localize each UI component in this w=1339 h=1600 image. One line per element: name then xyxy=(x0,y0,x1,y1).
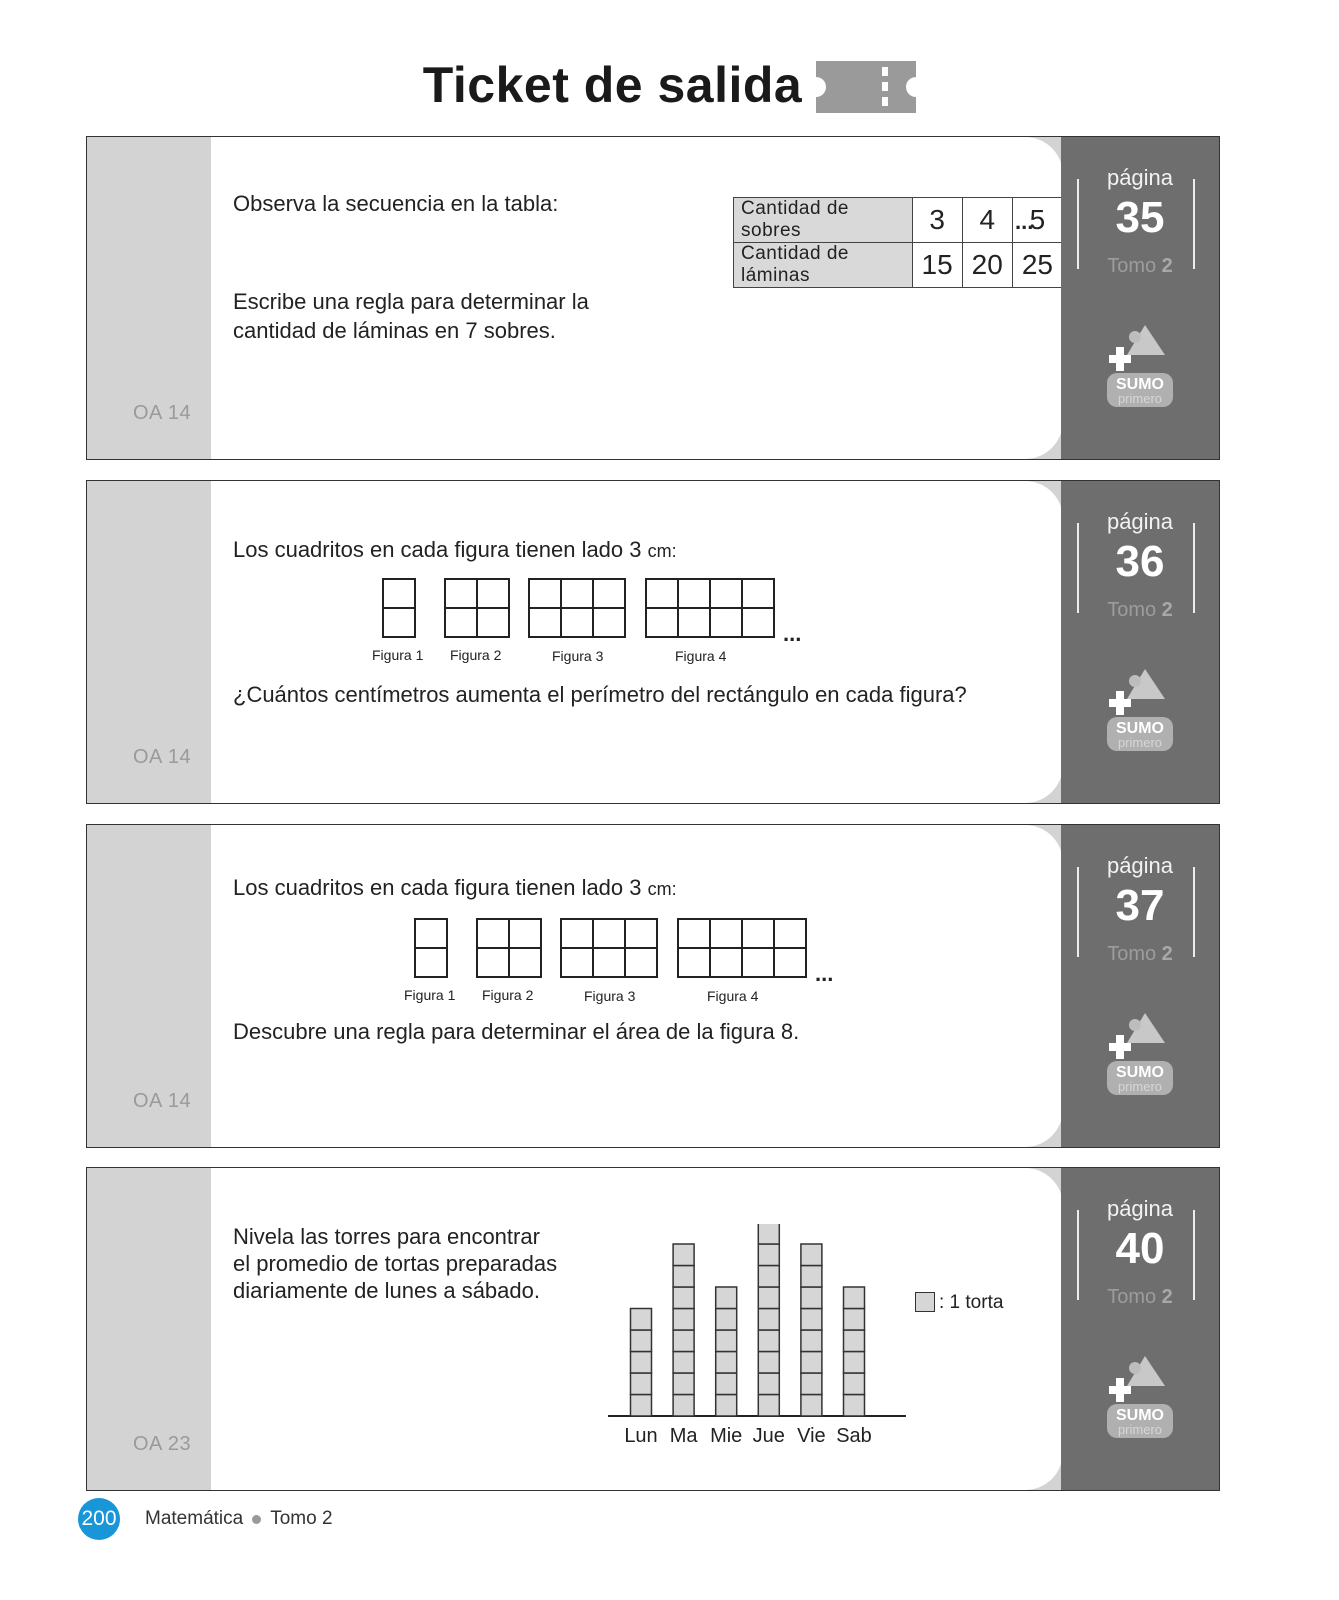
oa-label: OA 14 xyxy=(133,746,192,768)
ellipsis: ... xyxy=(1015,209,1034,234)
page-reference-panel xyxy=(1061,825,1219,1147)
tomo-label: Tomo 2 xyxy=(1107,1286,1173,1308)
tower-block xyxy=(716,1330,737,1352)
figures-diagram xyxy=(413,917,853,981)
logo-text-line-2: primero xyxy=(1117,735,1163,750)
sumo-primero-logo xyxy=(1105,669,1175,757)
logo-text-line-1: SUMO xyxy=(1116,1407,1164,1424)
prompt-line-2: el promedio de tortas preparadas xyxy=(233,1251,558,1276)
category-label: Lun xyxy=(624,1425,658,1447)
title-bar xyxy=(0,56,1339,114)
oa-label: OA 23 xyxy=(133,1433,192,1455)
figure-label: Figura 3 xyxy=(584,988,636,1004)
tower-block xyxy=(844,1395,865,1417)
sumo-primero-logo xyxy=(1105,1013,1175,1101)
question-text: ¿Cuántos centímetros aumenta el perímetro del rectángulo en cada figura? xyxy=(233,682,967,707)
question-line-2: cantidad de láminas en 7 sobres. xyxy=(233,318,556,343)
tower-block xyxy=(716,1373,737,1395)
table-cell: 3 xyxy=(912,198,962,243)
card-body xyxy=(211,825,1063,1147)
sequence-table xyxy=(733,197,1063,288)
oa-label: OA 14 xyxy=(133,1090,192,1112)
tower-block xyxy=(844,1287,865,1309)
tower-chart xyxy=(603,1224,913,1464)
table-cell: 25 xyxy=(1012,243,1062,288)
category-label: Jue xyxy=(752,1425,785,1447)
oa-label: OA 14 xyxy=(133,402,192,424)
sumo-primero-logo xyxy=(1105,325,1175,413)
tower-bar xyxy=(801,1244,822,1416)
figure-label: Figura 2 xyxy=(482,987,534,1003)
tower-block xyxy=(716,1287,737,1309)
tower-block xyxy=(758,1330,779,1352)
page-number: 37 xyxy=(1115,881,1165,930)
tower-block xyxy=(716,1309,737,1331)
ellipsis: ... xyxy=(815,961,834,986)
tower-block xyxy=(758,1244,779,1266)
tower-bar xyxy=(758,1224,779,1416)
page-number-badge: 200 xyxy=(78,1498,120,1540)
card-body xyxy=(211,481,1063,803)
ticket-card-4 xyxy=(86,1167,1220,1491)
tower-block xyxy=(758,1352,779,1374)
table-cell: 4 xyxy=(962,198,1012,243)
tower-block xyxy=(801,1266,822,1288)
tower-block xyxy=(758,1309,779,1331)
page-label: página xyxy=(1106,165,1174,190)
card-body xyxy=(211,137,1063,459)
ticket-card-2 xyxy=(86,480,1220,804)
figure-label: Figura 4 xyxy=(675,648,727,664)
table-header-laminas: Cantidad de láminas xyxy=(734,243,913,288)
page-label: página xyxy=(1106,853,1174,878)
tomo-label: Tomo 2 xyxy=(1107,943,1173,965)
table-cell: 5 xyxy=(1012,198,1062,243)
tower-block xyxy=(758,1287,779,1309)
tower-bar xyxy=(716,1287,737,1416)
page-label: página xyxy=(1106,509,1174,534)
tower-bar xyxy=(844,1287,865,1416)
tower-block xyxy=(673,1352,694,1374)
tower-block xyxy=(631,1373,652,1395)
prompt-line-1: Nivela las torres para encontrar xyxy=(233,1224,540,1249)
table-cell: 20 xyxy=(962,243,1012,288)
unit-text: cm: xyxy=(647,879,677,899)
figures-diagram xyxy=(381,577,821,641)
ellipsis: ... xyxy=(783,621,802,646)
tower-bar xyxy=(673,1244,694,1416)
logo-text-line-2: primero xyxy=(1117,1422,1163,1437)
page-number: 35 xyxy=(1115,193,1165,242)
tower-block xyxy=(716,1352,737,1374)
logo-text-line-1: SUMO xyxy=(1116,376,1164,393)
legend-swatch xyxy=(915,1292,935,1312)
category-label: Ma xyxy=(669,1425,698,1447)
ticket-icon xyxy=(816,61,916,113)
page-reference-panel xyxy=(1061,481,1219,803)
tower-block xyxy=(758,1373,779,1395)
logo-text-line-1: SUMO xyxy=(1116,720,1164,737)
tower-block xyxy=(673,1266,694,1288)
figure-label: Figura 3 xyxy=(552,648,604,664)
tower-block xyxy=(673,1309,694,1331)
logo-text-line-2: primero xyxy=(1117,1079,1163,1094)
prompt-text: Los cuadritos en cada figura tienen lado 3 cm: xyxy=(233,537,677,562)
tower-block xyxy=(673,1373,694,1395)
prompt-text: Observa la secuencia en la tabla: xyxy=(233,191,559,216)
footer-subject: Matemática xyxy=(145,1508,244,1529)
tower-block xyxy=(801,1395,822,1417)
page-number: 36 xyxy=(1115,537,1165,586)
tower-block xyxy=(801,1352,822,1374)
tomo-label: Tomo 2 xyxy=(1107,599,1173,621)
tower-block xyxy=(631,1330,652,1352)
figure-label: Figura 4 xyxy=(707,988,759,1004)
card-body xyxy=(211,1168,1063,1490)
question-text: Descubre una regla para determinar el área de la figura 8. xyxy=(233,1019,800,1044)
figure-label: Figura 1 xyxy=(404,987,456,1003)
ticket-card-1 xyxy=(86,136,1220,460)
tower-block xyxy=(844,1309,865,1331)
tower-block xyxy=(801,1309,822,1331)
tower-block xyxy=(758,1395,779,1417)
tower-block xyxy=(801,1244,822,1266)
ticket-card-3 xyxy=(86,824,1220,1148)
page-reference-panel xyxy=(1061,137,1219,459)
separator-dot xyxy=(252,1515,261,1524)
figure-label: Figura 2 xyxy=(450,647,502,663)
tower-block xyxy=(631,1309,652,1331)
tower-block xyxy=(673,1395,694,1417)
tower-block xyxy=(673,1287,694,1309)
tower-block xyxy=(758,1224,779,1244)
tower-block xyxy=(673,1330,694,1352)
logo-text-line-1: SUMO xyxy=(1116,1064,1164,1081)
logo-text-line-2: primero xyxy=(1117,391,1163,406)
tower-block xyxy=(844,1352,865,1374)
table-cell: 15 xyxy=(912,243,962,288)
tower-block xyxy=(844,1373,865,1395)
question-line-1: Escribe una regla para determinar la xyxy=(233,289,589,314)
tower-block xyxy=(758,1266,779,1288)
sumo-primero-logo xyxy=(1105,1356,1175,1444)
category-label: Vie xyxy=(797,1425,826,1447)
tomo-label: Tomo 2 xyxy=(1107,255,1173,277)
footer-text xyxy=(145,1508,333,1530)
tower-bar xyxy=(631,1309,652,1417)
category-label: Mie xyxy=(710,1425,743,1447)
prompt-line-3: diariamente de lunes a sábado. xyxy=(233,1278,540,1303)
table-header-sobres: Cantidad de sobres xyxy=(734,198,913,243)
tower-block xyxy=(844,1330,865,1352)
unit-text: cm: xyxy=(647,541,677,561)
tower-block xyxy=(631,1352,652,1374)
tower-block xyxy=(716,1395,737,1417)
page-number: 40 xyxy=(1115,1224,1165,1273)
tower-block xyxy=(801,1287,822,1309)
category-label: Sab xyxy=(836,1425,872,1447)
page-label: página xyxy=(1106,1196,1174,1221)
page-reference-panel xyxy=(1061,1168,1219,1490)
tower-block xyxy=(801,1373,822,1395)
prompt-text: Los cuadritos en cada figura tienen lado 3 cm: xyxy=(233,875,677,900)
tower-block xyxy=(631,1395,652,1417)
tower-block xyxy=(801,1330,822,1352)
figure-label: Figura 1 xyxy=(372,647,424,663)
page-title: Ticket de salida xyxy=(422,57,803,113)
legend-text: : 1 torta xyxy=(939,1292,1004,1313)
footer-tomo: Tomo 2 xyxy=(270,1508,333,1529)
tower-block xyxy=(673,1244,694,1266)
